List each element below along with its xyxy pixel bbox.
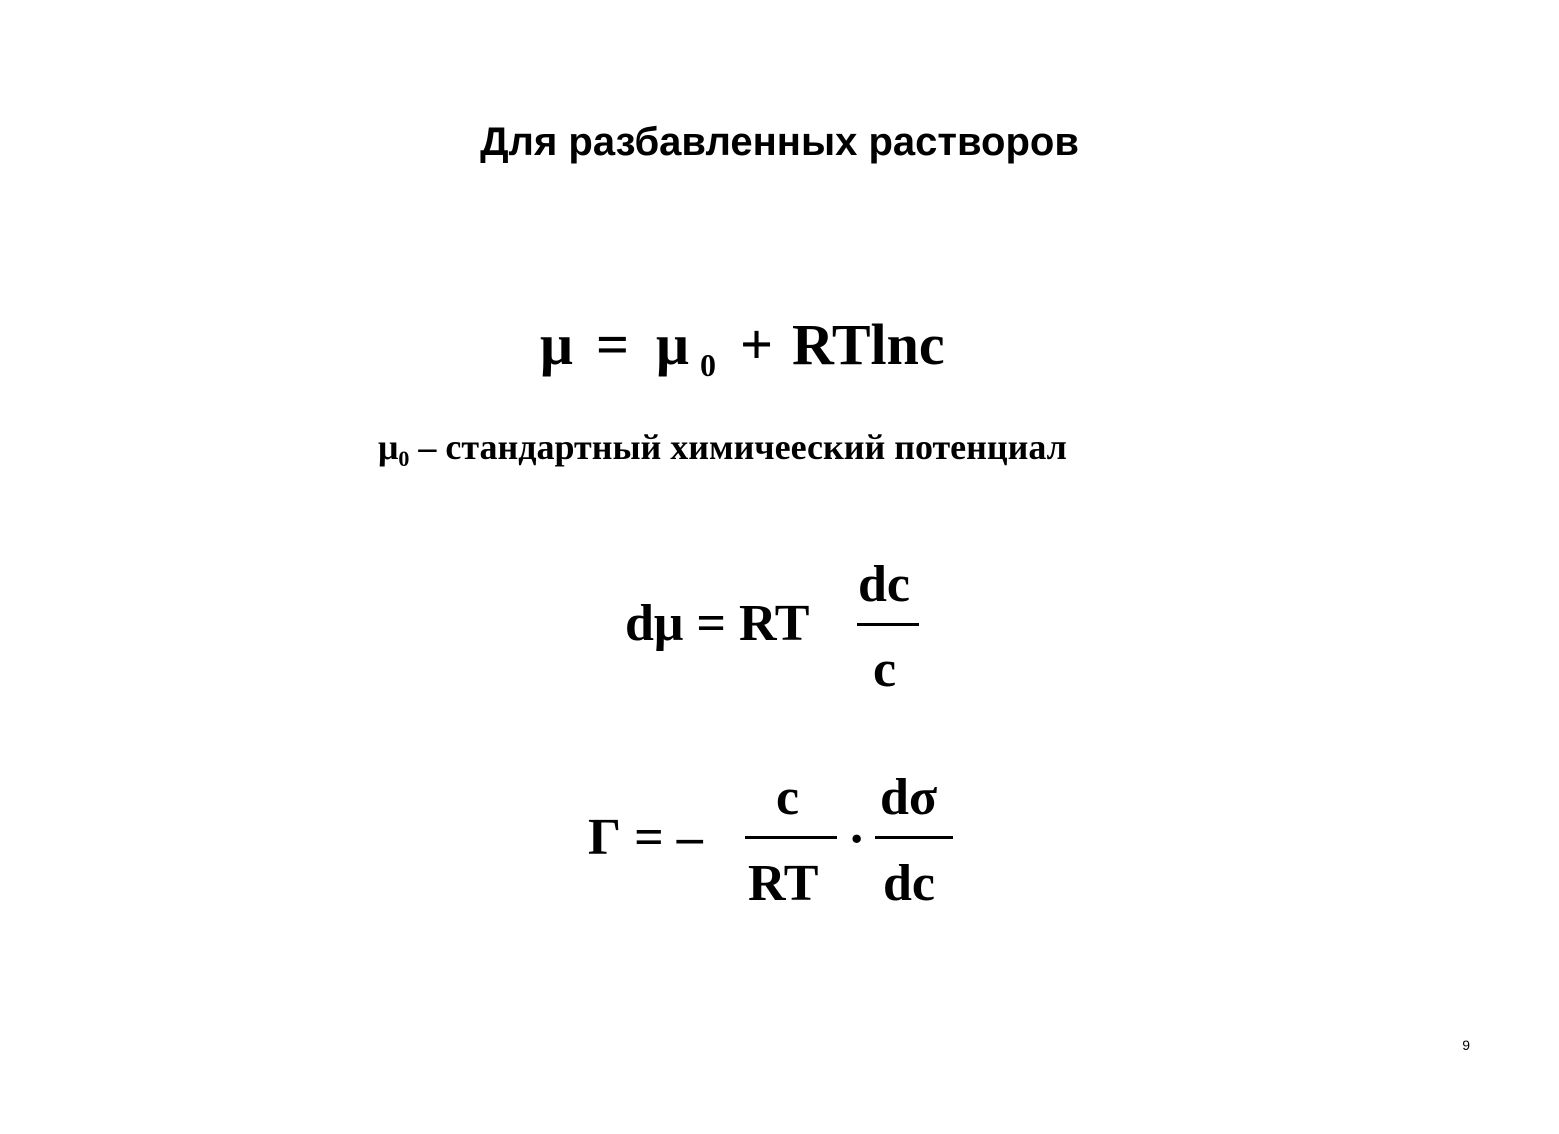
mu-zero-definition: [378, 426, 1067, 480]
subscript-zero: 0: [700, 347, 716, 383]
second-numerator: dσ: [880, 769, 938, 826]
fraction-denominator: c: [873, 641, 897, 698]
first-denominator: RT: [748, 855, 819, 912]
differential-lhs: dμ = RT: [625, 595, 810, 652]
mu-zero-symbol: μ: [656, 312, 689, 377]
first-numerator: c: [776, 769, 800, 826]
gibbs-lhs: Г = –: [588, 809, 703, 866]
fraction-bar: [857, 623, 919, 626]
first-fraction-bar: [745, 836, 837, 839]
fraction-numerator: dc: [858, 556, 910, 613]
rtlnc-term: RTlnc: [792, 312, 945, 377]
page-number: 9: [1462, 1037, 1470, 1053]
second-fraction-bar: [875, 836, 953, 839]
mu-symbol: μ: [540, 312, 573, 377]
slide-title: Для разбавленных растворов: [480, 120, 1079, 164]
equals-sign: =: [596, 312, 630, 377]
definition-text: – стандартный химичееский потенциал: [409, 427, 1067, 467]
plus-sign: +: [740, 312, 774, 377]
definition-mu: μ: [378, 427, 399, 467]
second-denominator: dc: [883, 855, 935, 912]
definition-subscript: 0: [398, 446, 410, 471]
multiplication-dot: ·: [848, 811, 866, 868]
gibbs-adsorption-equation: [588, 770, 968, 920]
differential-potential-equation: [625, 556, 945, 700]
